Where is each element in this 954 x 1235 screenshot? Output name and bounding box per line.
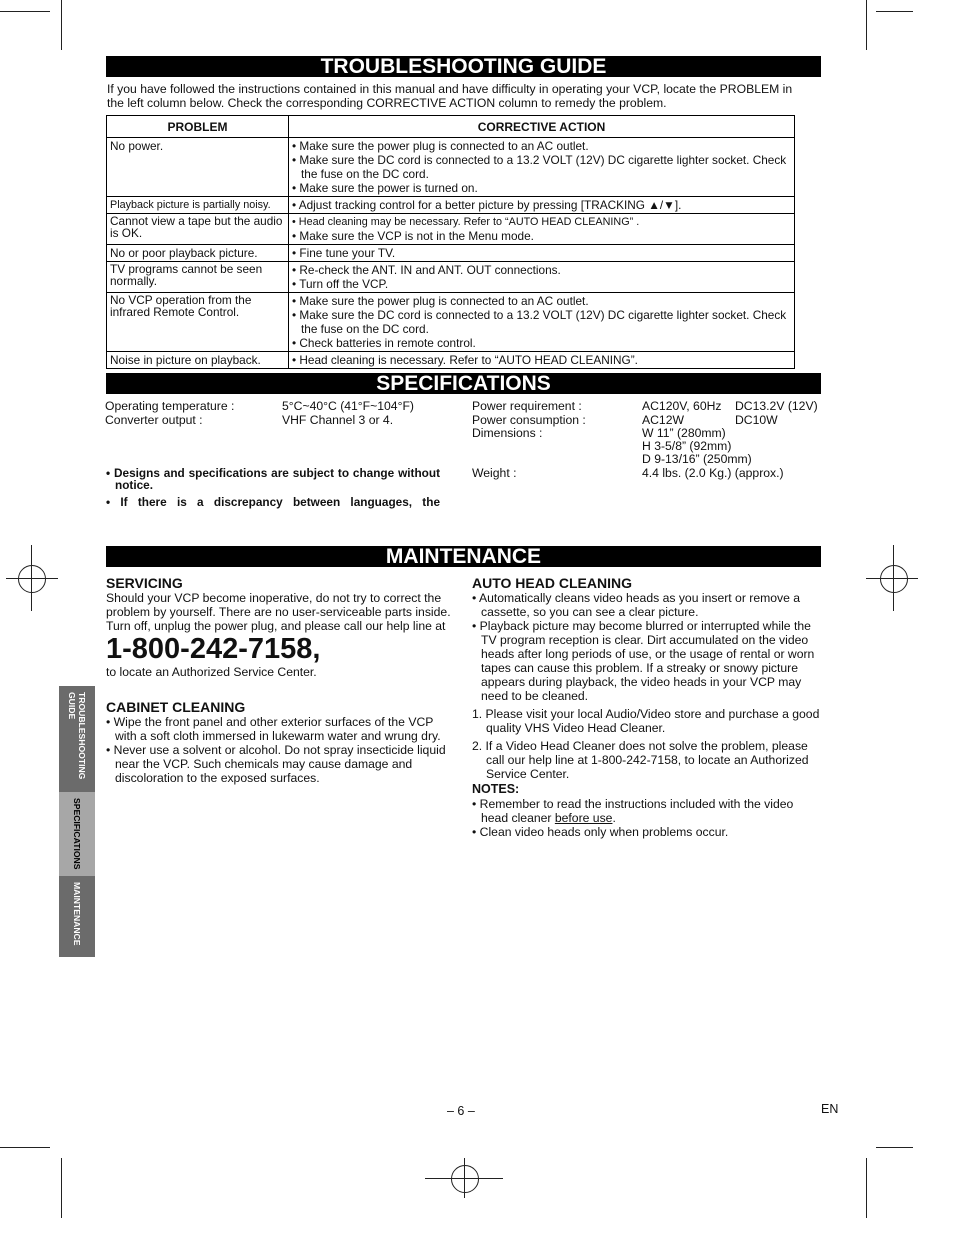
action-cell <box>289 197 795 214</box>
side-tab-troubleshooting <box>59 686 95 792</box>
action-item: • Make sure the power plug is connected to an AC outlet. <box>292 294 589 308</box>
power-cons-ac: AC12W <box>642 413 684 427</box>
spec-note-1 <box>106 467 440 491</box>
action-cell <box>289 245 795 262</box>
side-tab-label: MAINTENANCE <box>72 882 82 946</box>
crop-mark <box>61 0 62 50</box>
problem-header: PROBLEM <box>107 116 289 138</box>
page-number: – 6 – <box>447 1104 475 1118</box>
power-req-dc: DC13.2V (12V) <box>735 399 818 413</box>
converter-label: Converter output : <box>105 413 203 427</box>
notes-heading: NOTES: <box>472 782 520 796</box>
maintenance-title: MAINTENANCE <box>106 546 821 567</box>
servicing-section <box>106 575 456 679</box>
action-item: • Re-check the ANT. IN and ANT. OUT connections. <box>292 263 561 277</box>
note-item <box>472 797 822 825</box>
action-item: • Fine tune your TV. <box>292 246 396 260</box>
specifications-title: SPECIFICATIONS <box>106 373 821 394</box>
table-row <box>107 293 795 352</box>
problem-cell: Cannot view a tape but the audio is OK. <box>107 214 289 245</box>
problem-cell: No VCP operation from the infrared Remote Control. <box>107 293 289 352</box>
action-item: • Make sure the VCP is not in the Menu mode. <box>292 229 534 243</box>
auto-item: • Playback picture may become blurred or interrupted while the TV program reception is clear. Dirt accumulated on the video heads after long periods of use, or the usage of rental or worn tapes can cause this problem. If a streaky or snowy picture appears during playback, the video heads in your VCP may need to be cleaned. <box>472 619 815 703</box>
op-temp-label: Operating temperature : <box>105 399 235 413</box>
cabinet-item: • Never use a solvent or alcohol. Do not spray insecticide liquid near the VCP. Such chemicals may cause damage and discoloration to the exposed surfaces. <box>106 743 446 785</box>
action-item: • Turn off the VCP. <box>292 277 389 291</box>
side-tab-maintenance <box>59 876 95 957</box>
troubleshooting-intro: If you have followed the instructions contained in this manual and have difficulty in operating your VCP, locate the PROBLEM in the left column below. Check the corresponding CORRECTIVE ACTION column to remedy the problem. <box>107 82 793 110</box>
power-req-ac: AC120V, 60Hz <box>642 399 722 413</box>
table-header-row <box>107 116 795 138</box>
servicing-text: Should your VCP become inoperative, do not try to correct the problem by yourself. There are no user-serviceable parts inside. Turn off, unplug the power plug, and please call our help line at <box>106 591 451 633</box>
note-read-text: • Remember to read the instructions included with the video head cleaner <box>472 797 794 825</box>
cabinet-section <box>106 699 456 785</box>
registration-line <box>425 1178 503 1179</box>
spec-note-2-text: • If there is a discrepancy between languages, the <box>106 495 440 509</box>
spec-note-2 <box>106 496 440 508</box>
action-item: • Make sure the DC cord is connected to a 13.2 VOLT (12V) DC cigarette lighter socket. Check the fuse on the DC cord. <box>292 153 787 181</box>
weight-value: 4.4 lbs. (2.0 Kg.) (approx.) <box>642 466 784 480</box>
action-cell <box>289 293 795 352</box>
cabinet-heading: CABINET CLEANING <box>106 699 246 715</box>
action-cell <box>289 262 795 293</box>
auto-item: • Automatically cleans video heads as you insert or remove a cassette, so you can see a clear picture. <box>472 591 801 619</box>
problem-cell: No power. <box>107 138 289 197</box>
table-row <box>107 245 795 262</box>
table-row <box>107 197 795 214</box>
action-cell <box>289 352 795 369</box>
registration-line <box>866 578 918 579</box>
crop-mark <box>876 11 913 12</box>
converter-value: VHF Channel 3 or 4. <box>282 413 394 427</box>
note-read-end: . <box>612 811 616 825</box>
side-tab-label: TROUBLESHOOTING GUIDE <box>67 692 87 780</box>
step-item: 1. Please visit your local Audio/Video store and purchase a good quality VHS Video Head Cleaner. <box>472 707 820 735</box>
dim-d: D 9-13/16” (250mm) <box>642 452 752 466</box>
power-cons-label: Power consumption : <box>472 413 586 427</box>
action-cell <box>289 138 795 197</box>
crop-mark <box>0 11 50 12</box>
registration-line <box>6 578 58 579</box>
action-item: • Make sure the power is turned on. <box>292 181 478 195</box>
note-item: • Clean video heads only when problems occur. <box>472 825 729 839</box>
crop-mark <box>61 1158 62 1218</box>
weight-label: Weight : <box>472 466 517 480</box>
crop-mark <box>0 1147 50 1148</box>
op-temp-value: 5°C~40°C (41°F~104°F) <box>282 399 414 413</box>
action-item: • Head cleaning may be necessary. Refer to “AUTO HEAD CLEANING” . <box>292 216 640 228</box>
side-tab-label: SPECIFICATIONS <box>72 798 82 870</box>
action-item: • Adjust tracking control for a better picture by pressing [TRACKING ▲/▼]. <box>292 198 682 212</box>
problem-cell: TV programs cannot be seen normally. <box>107 262 289 293</box>
servicing-after: to locate an Authorized Service Center. <box>106 665 317 679</box>
action-item: • Make sure the power plug is connected to an AC outlet. <box>292 139 589 153</box>
power-req-label: Power requirement : <box>472 399 582 413</box>
power-cons-dc: DC10W <box>735 413 778 427</box>
action-item: • Make sure the DC cord is connected to a 13.2 VOLT (12V) DC cigarette lighter socket. Check the fuse on the DC cord. <box>292 308 787 336</box>
table-row <box>107 214 795 245</box>
help-line-number: 1-800-242-7158, <box>106 633 321 665</box>
spec-note-1-text: • Designs and specifications are subject to change without notice. <box>106 466 440 492</box>
dimensions-label: Dimensions : <box>472 426 543 440</box>
dim-w: W 11” (280mm) <box>642 426 726 440</box>
table-row <box>107 352 795 369</box>
crop-mark <box>876 1147 913 1148</box>
servicing-heading: SERVICING <box>106 575 183 591</box>
side-tab-specifications <box>59 792 95 876</box>
dim-h: H 3-5/8” (92mm) <box>642 439 732 453</box>
note-read-underlined: before use <box>554 811 613 825</box>
troubleshooting-table <box>106 115 795 369</box>
crop-mark <box>866 0 867 50</box>
crop-mark <box>866 1158 867 1218</box>
step-item: 2. If a Video Head Cleaner does not solve the problem, please call our help line at 1-800-242-7158, to locate an Authorized Service Center. <box>472 739 809 781</box>
problem-cell: Noise in picture on playback. <box>107 352 289 369</box>
language-code: EN <box>821 1102 839 1116</box>
registration-mark-bottom <box>451 1165 479 1193</box>
auto-head-heading: AUTO HEAD CLEANING <box>472 575 632 591</box>
problem-cell: No or poor playback picture. <box>107 245 289 262</box>
auto-head-section <box>472 575 822 839</box>
table-row <box>107 262 795 293</box>
action-cell <box>289 214 795 245</box>
troubleshooting-title: TROUBLESHOOTING GUIDE <box>106 56 821 77</box>
registration-mark-left <box>18 565 46 593</box>
problem-cell: Playback picture is partially noisy. <box>107 197 289 214</box>
action-item: • Head cleaning is necessary. Refer to “AUTO HEAD CLEANING”. <box>292 353 638 367</box>
cabinet-item: • Wipe the front panel and other exterior surfaces of the VCP with a soft cloth immersed in lukewarm water and wrung dry. <box>106 715 441 743</box>
action-item: • Check batteries in remote control. <box>292 336 476 350</box>
registration-mark-right <box>880 565 908 593</box>
action-header: CORRECTIVE ACTION <box>289 116 795 138</box>
table-row <box>107 138 795 197</box>
